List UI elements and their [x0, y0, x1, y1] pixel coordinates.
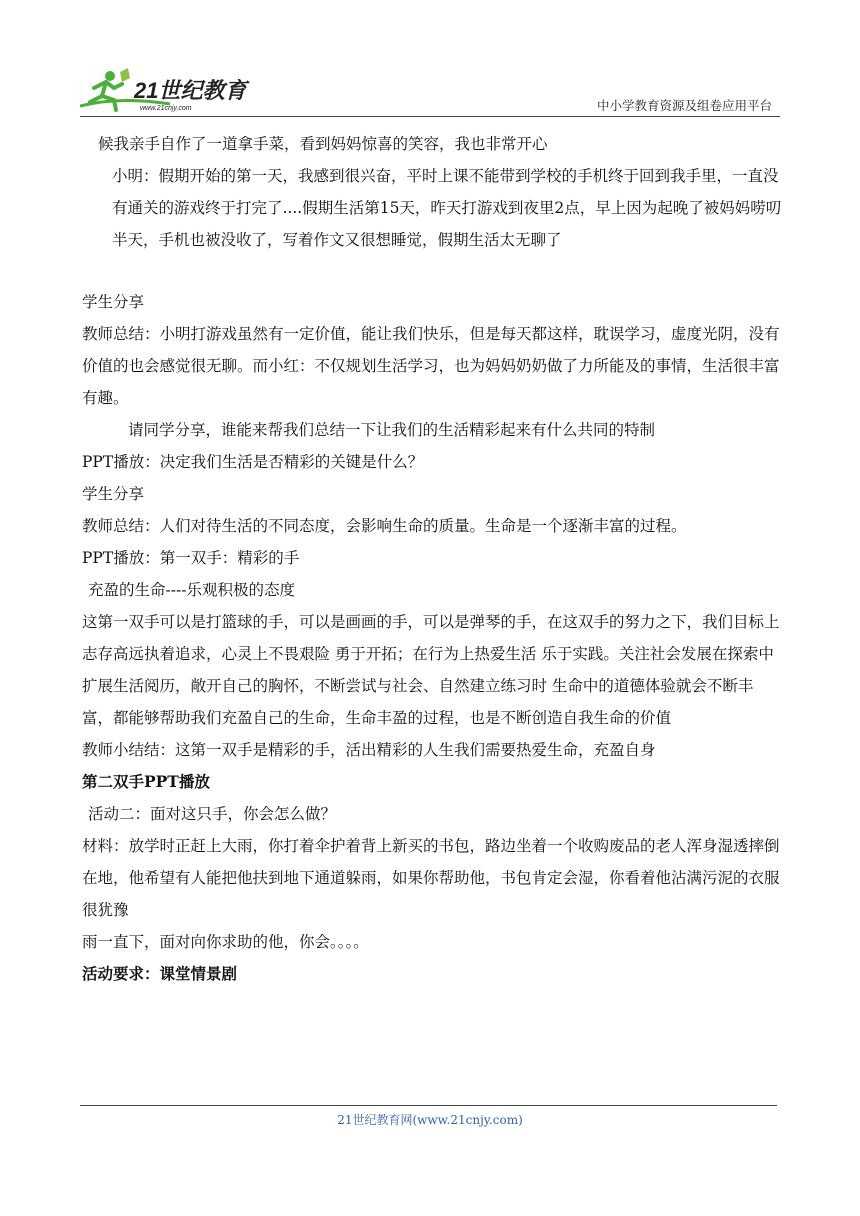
logo-url: www.21cnjy.com — [140, 105, 192, 112]
paragraph: 材料：放学时正赶上大雨，你打着伞护着背上新买的书包，路边坐着一个收购废品的老人浑身湿透摔倒在地，他希望有人能把他扶到地下通道躲雨，如果你帮助他，书包肯定会湿，你看着他沾满污泥的衣服很犹豫 — [82, 837, 780, 919]
paragraph: 雨一直下，面对向你求助的他，你会。。。。 — [82, 933, 369, 951]
paragraph: PPT播放：决定我们生活是否精彩的关键是什么？ — [82, 453, 424, 471]
footer-link[interactable]: 21世纪教育网(www.21cnjy.com) — [337, 1113, 523, 1127]
paragraph-gap — [82, 256, 782, 286]
document-body — [82, 128, 782, 990]
footer-divider — [80, 1105, 777, 1106]
paragraph: 学生分享 — [82, 293, 145, 311]
page-header — [0, 0, 860, 124]
paragraph: 教师总结：小明打游戏虽然有一定价值，能让我们快乐，但是每天都这样，耽误学习，虚度光阴，没有价值的也会感觉很无聊。而小红：不仅规划生活学习，也为妈妈奶奶做了力所能及的事情，生活很丰富有趣。 — [82, 325, 780, 407]
paragraph: 学生分享 — [82, 485, 145, 503]
platform-label: 中小学教育资源及组卷应用平台 — [596, 98, 772, 113]
paragraph: PPT播放：第一双手：精彩的手 — [82, 549, 300, 567]
paragraph: 请同学分享，谁能来帮我们总结一下让我们的生活精彩起来有什么共同的特制 — [128, 421, 656, 439]
paragraph: 候我亲手自作了一道拿手菜，看到妈妈惊喜的笑容，我也非常开心 — [98, 135, 548, 153]
paragraph: 这第一双手可以是打篮球的手，可以是画画的手，可以是弹琴的手，在这双手的努力之下，我们目标上志存高远执着追求，心灵上不畏艰险 勇于开拓；在行为上热爱生活 乐于实践。关注社会发展在探索中扩展生活阅历，敞开自己的胸怀，不断尝试与社会、自然建立练习时 生命中的道德体验就会不断丰富，都能够帮助我们充盈自己的生命，生命丰盈的过程，也是不断创造自我生命的价值 — [82, 613, 780, 727]
paragraph: 教师总结：人们对待生活的不同态度，会影响生命的质量。生命是一个逐渐丰富的过程。 — [82, 517, 687, 535]
logo-text: 21世纪教育 — [134, 78, 247, 103]
section-heading: 第二双手PPT播放 — [82, 772, 210, 791]
paragraph: 活动二：面对这只手，你会怎么做？ — [88, 805, 337, 823]
runner-icon — [80, 66, 260, 114]
section-heading: 活动要求：课堂情景剧 — [82, 964, 238, 983]
paragraph: 充盈的生命----乐观积极的态度 — [88, 581, 295, 599]
brand-logo — [80, 66, 260, 114]
paragraph: 小明：假期开始的第一天，我感到很兴奋，平时上课不能带到学校的手机终于回到我手里，一直没有通关的游戏终于打完了....假期生活第15天，昨天打游戏到夜里2点，早上因为起晚了被妈妈唠叨半天，手机也被没收了，写着作文又很想睡觉，假期生活太无聊了 — [112, 167, 782, 249]
header-divider — [80, 116, 780, 117]
paragraph: 教师小结结：这第一双手是精彩的手，活出精彩的人生我们需要热爱生命，充盈自身 — [82, 741, 656, 759]
